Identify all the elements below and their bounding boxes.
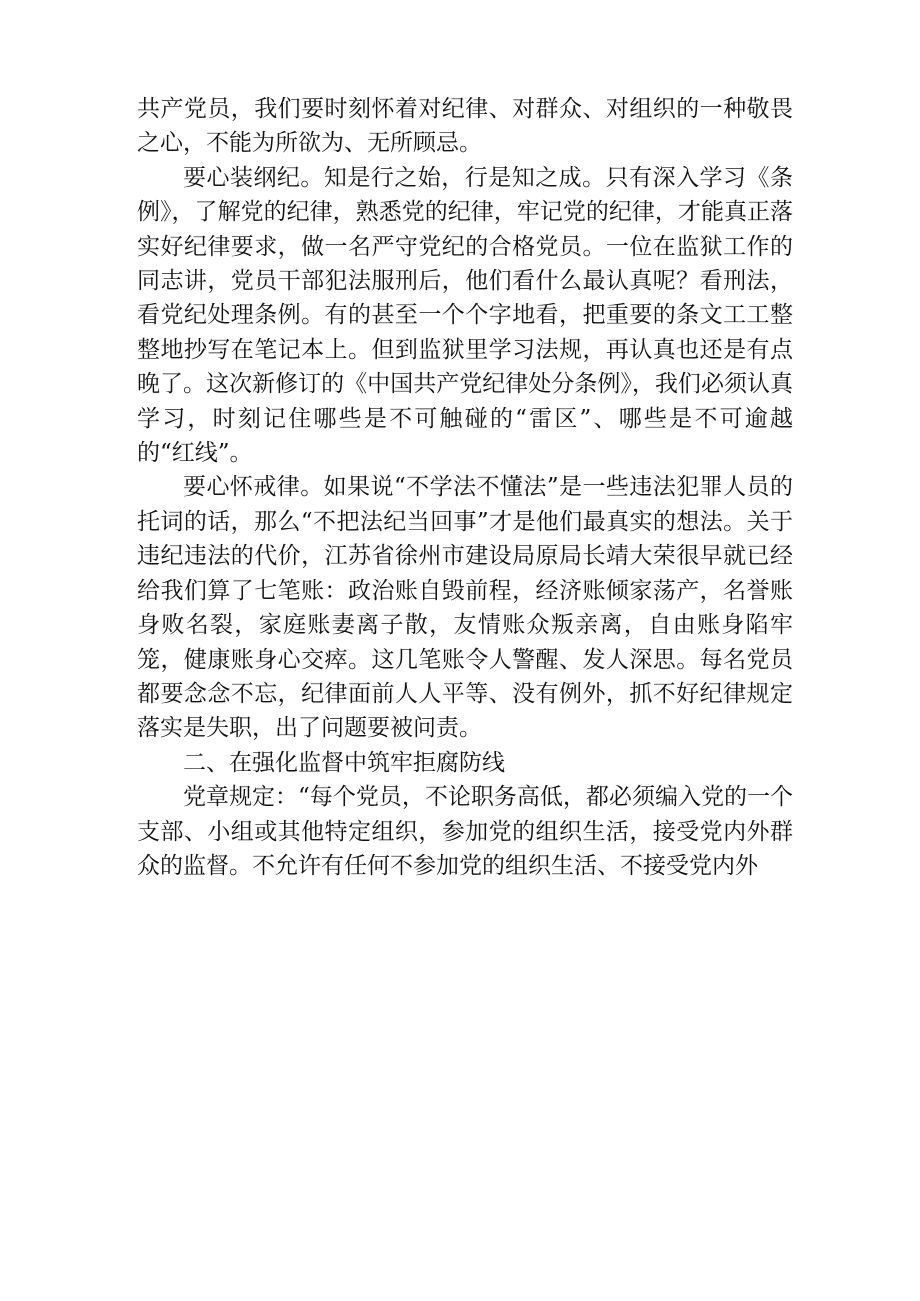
body-paragraph-precepts: 要心怀戒律。如果说“不学法不懂法”是一些违法犯罪人员的托词的话，那么“不把法纪当回事”才是他们最真实的想法。关于违纪违法的代价，江苏省徐州市建设局原局长靖大荣很早就已经给我们算了七笔账：政治账自毁前程，经济账倾家荡产，名誉账身败名裂，家庭账妻离子散，友情账众叛亲离，自由账身陷牢笼，健康账身心交瘁。这几笔账令人警醒、发人深思。每名党员都要念念不忘，纪律面前人人平等、没有例外，抓不好纪律规定落实是失职，出了问题要被问责。 — [137, 474, 793, 742]
continuation-paragraph: 共产党员，我们要时刻怀着对纪律、对群众、对组织的一种敬畏之心，不能为所欲为、无所顾忌。 — [137, 96, 793, 157]
section-heading: 二、在强化监督中筑牢拒腐防线 — [183, 749, 505, 776]
body-paragraph-discipline: 要心装纲纪。知是行之始，行是知之成。只有深入学习《条例》，了解党的纪律，熟悉党的纪律，牢记党的纪律，才能真正落实好纪律要求，做一名严守党纪的合格党员。一位在监狱工作的同志讲，党员干部犯法服刑后，他们看什么最认真呢？看刑法，看党纪处理条例。有的甚至一个个字地看，把重要的条文工工整整地抄写在笔记本上。但到监狱里学习法规，再认真也还是有点晚了。这次新修订的《中国共产党纪律处分条例》，我们必须认真学习，时刻记住哪些是不可触碰的“雷区”、哪些是不可逾越的“红线”。 — [137, 164, 793, 467]
body-paragraph-supervision: 党章规定：“每个党员，不论职务高低，都必须编入党的一个支部、小组或其他特定组织，参加党的组织生活，接受党内外群众的监督。不允许有任何不参加党的组织生活、不接受党内外 — [137, 784, 793, 879]
document-body — [137, 92, 793, 883]
